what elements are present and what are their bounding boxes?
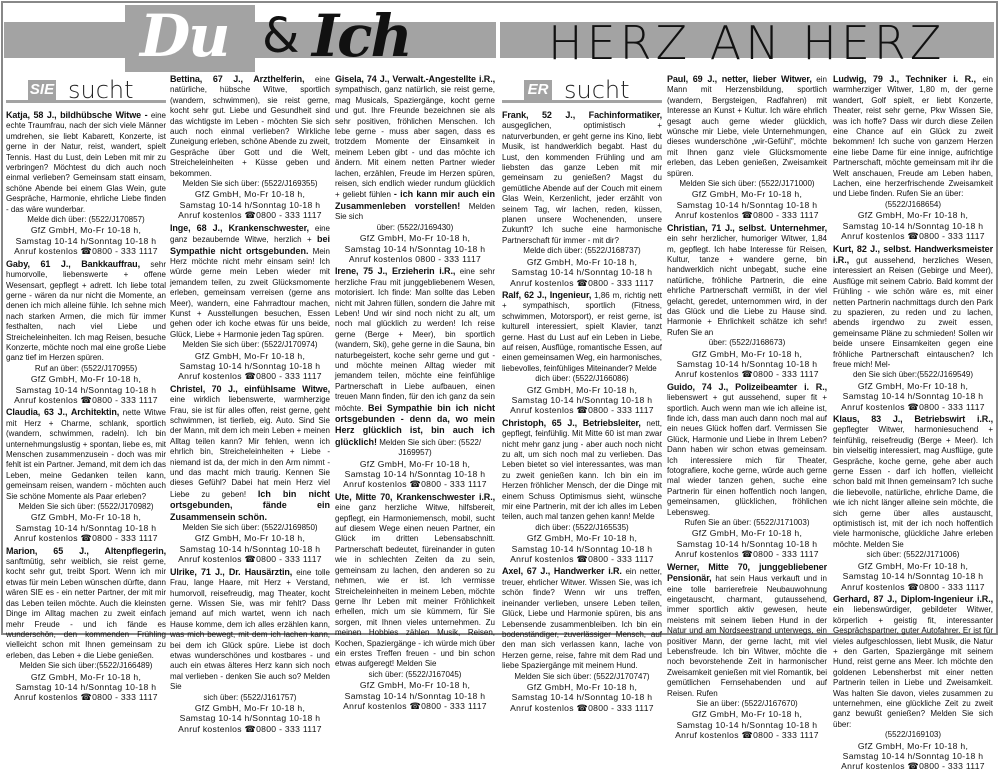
phone-icon: ☎ xyxy=(244,554,257,565)
classified-ad xyxy=(335,74,495,264)
contact-anruf: Anruf kostenlos xyxy=(14,533,78,544)
contact-phone-number: 0800 - 333 1117 xyxy=(92,246,158,257)
ad-column xyxy=(502,70,662,715)
ad-title: Frank, 52 J., Fachinformatiker, xyxy=(502,110,662,120)
classified-ad xyxy=(502,566,662,713)
classified-ad xyxy=(6,546,166,703)
contact-line-1: GfZ GmbH, Mo-Fr 10-18 h, xyxy=(857,210,969,221)
ad-reference-code: Melde dich über: (5522/J168737) xyxy=(523,246,641,256)
ad-title: Christian, 71 J., selbst. Unternehmer, xyxy=(667,222,827,233)
contact-line-1: GfZ GmbH, Mo-Fr 10-18 h, xyxy=(30,225,142,236)
contact-phone-line xyxy=(833,231,993,241)
ad-text: eine tolle Frau, lange Haare, mit Herz + Verstand, humorvoll, reisefreudig, mag Theater, kocht gerne. Wissen Sie, was mir fehlt? Dass jemand auf mich wartet, wenn ich nach Hause komme, dem ich alles erzählen kann, was mich bewegt, mit dem ich lachen kann, bei dem ich Glück spüre. Liebe ist doch etwas wunderschönes und kostbares - und auch ein etwas älteres Herz kann sich noch mal verlieben - denken Sie auch so? Melden Sie xyxy=(170,567,330,692)
section-label-word: sucht xyxy=(68,76,134,104)
contact-line-1: GfZ GmbH, Mo-Fr 10-18 h, xyxy=(359,458,471,469)
contact-phone-number: 0800 - 333 1117 xyxy=(919,581,985,592)
contact-anruf: Anruf kostenlos xyxy=(178,554,242,565)
contact-line-2: Samstag 10-14 h/Sonntag 10-18 h xyxy=(842,391,984,402)
contact-line-1: GfZ GmbH, Mo-Fr 10-18 h, xyxy=(30,374,142,385)
contact-phone-line xyxy=(335,254,495,264)
contact-anruf: Anruf kostenlos xyxy=(675,369,739,380)
contact-phone-line xyxy=(502,554,662,564)
contact-phone-number: 0800 - 333 1117 xyxy=(919,761,985,772)
contact-anruf: Anruf kostenlos xyxy=(675,549,739,560)
ad-text: eine natürliche, hübsche Witwe, sportlich (wandern, schwimmen), sie reist gerne, kocht sehr gut. Liebe und Gesundheit sind das wichtigste im Leben - möchten Sie sich auch noch einmal verlieben? Wirkliche Zuneigung erleben, schöne Abende zu zweit, Gespräche über Gott und die Welt, Streicheleinheiten + Küsse geben und bekommen. xyxy=(170,75,330,178)
ad-reference-code: Melden Sie sich über: (5522/J170982) xyxy=(18,502,154,512)
contact-phone-line xyxy=(170,371,330,381)
contact-phone-number: 0800 - 333 1117 xyxy=(588,554,654,565)
contact-line-1: GfZ GmbH, Mo-Fr 10-18 h, xyxy=(30,512,142,523)
ad-text: 1,86 m, richtig nett + sympathisch, sportlich (Fitness, schwimmen, Motorsport), er reist gerne, ist kulturell interessiert, spielt Klavier, tanzt gerne. Hast du Lust auf ein Leben in Liebe, auf reisen, Ausflüge, romantische Essen, auf einen gemeinsamen Weg, ein harmonisches, liebevolles, feinfühliges Miteinander? Melde xyxy=(502,290,663,373)
ad-reference-code: Melden Sie sich über: (5522/J169355) xyxy=(182,179,318,189)
ad-reference-code: sich über: (5522/J171006) xyxy=(866,550,960,560)
contact-anruf: Anruf kostenlos xyxy=(675,210,739,221)
contact-phone-line xyxy=(335,701,495,711)
contact-line-2: Samstag 10-14 h/Sonntag 10-18 h xyxy=(511,543,653,554)
contact-phone-number: 0800 - 333 1117 xyxy=(256,723,322,734)
ad-reference-code: J169957) xyxy=(398,448,432,458)
ad-title: Katja, 58 J., bildhübsche Witwe - xyxy=(6,110,148,120)
contact-line-2: Samstag 10-14 h/Sonntag 10-18 h xyxy=(15,235,157,246)
phone-icon: ☎ xyxy=(907,761,920,772)
ad-reference-code: Melden Sie sich über:(5522/J166489) xyxy=(19,661,153,671)
ad-text: eine echte Traumfrau, nach der sich viele Männer umdrehen, sie liebt Kabarett, Konzerte, ist gerne in der Natur, reist, wandert, spielt Tennis. Hast du Lust, dein Leben mit mir zu verbringen? Möchtest du dich auch noch einmal verlieben? Gemeinsam statt einsam, schöne Abende bei einem Glas Wein, gute Gespräche, Harmonie, ehrliche Liebe finden - das wäre wunderbar. xyxy=(6,111,166,214)
logo-ich: Ich xyxy=(312,2,411,70)
classified-ad xyxy=(170,223,330,382)
ad-column xyxy=(170,74,330,736)
ad-reference-code: dich über: (5522/J166086) xyxy=(535,374,629,384)
classified-ad xyxy=(667,223,827,380)
contact-line-1: GfZ GmbH, Mo-Fr 10-18 h, xyxy=(691,189,803,200)
contact-anruf: Anruf kostenlos xyxy=(841,401,905,412)
classified-ad xyxy=(833,74,993,242)
ad-text: sympathisch, ganz natürlich, sie reist gerne, mag Musicals, Spaziergänge, kocht gerne und gut. Ihre Freunde bezeichnen sie als sehr positiven, fröhlichen Menschen. Ich lebe gerne - muss aber sagen, dass es trotzdem Momente der Einsamkeit in meinem Leben gibt - und das möchte ich ändern. Mit einem netten Partner wieder lachen, erzählen, Freude im Herzen spüren, reisen, sich endlich wieder rundum glücklich + geliebt fühlen xyxy=(335,85,495,200)
phone-icon: ☎ xyxy=(741,369,754,380)
contact-line-1: GfZ GmbH, Mo-Fr 10-18 h, xyxy=(194,702,306,713)
classified-ad xyxy=(667,562,827,741)
contact-phone-number: 0800 - 333 1117 xyxy=(919,401,985,412)
contact-phone-number: 0800 - 333 1117 xyxy=(753,730,819,741)
contact-anruf: Anruf kostenlos xyxy=(510,702,574,713)
contact-anruf: Anruf kostenlos xyxy=(841,581,905,592)
ad-reference-code: Melde dich über: (5522/J170857) xyxy=(27,215,145,225)
contact-anruf: Anruf kostenlos xyxy=(841,761,905,772)
phone-icon: ☎ xyxy=(576,554,589,565)
ad-reference-code: (5522/J168654) xyxy=(884,199,942,209)
classified-ad xyxy=(335,266,495,490)
section-label-box: SIE xyxy=(29,81,55,98)
contact-line-1: GfZ GmbH, Mo-Fr 10-18 h, xyxy=(194,350,306,361)
contact-line-1: GfZ GmbH, Mo-Fr 10-18 h, xyxy=(526,384,638,395)
classified-ad xyxy=(502,290,662,416)
ad-text: eine sehr herzliche Frau mit junggebliebenem Wesen, motorisiert. Ich finde: Man sollte das Leben nicht mit Jahren füllen, sondern die Jahre mit Leben! Und wir sind noch nicht zu alt, um noch mal glücklich zu werden! Ich reise gerne (Berge + Meer), bin sportlich (wandern, Ski), gehe gerne in die Sauna, bin naturbegeistert, koche sehr gerne und gut - und möchte meinen Alltag wieder mit jemandem teilen, möchte eine feinfühlige Partnerschaft in Liebe aufbauen, einen treuen Mann finden, für den ich ganz da sein möchte. xyxy=(335,267,495,413)
ad-title: Claudia, 63 J., Architektin, xyxy=(6,407,120,418)
section-label-box: ER xyxy=(524,80,552,100)
contact-phone-number: 0800 - 333 1117 xyxy=(256,371,322,382)
contact-phone-line xyxy=(170,210,330,220)
ad-text: ein warmherziger Witwer, 1,80 m, der gerne wandert, Golf spielt, er liebt Konzerte, Theater, reist sehr gerne, Pkw Wissen Sie, was ich hoffe? Dass wir durch diese Zeilen eine Chance auf ein Glück zu zweit bekommen! Ich suche von ganzem Herzen eine liebe Dame für eine innige, aufrichtige Partnerschaft, möchte gemeinsam mit ihr die Welt anschauen, Freude am Leben haben, Lachen, eine herzerfrischende Zweisamkeit und Liebe finden. Rufen Sie an über: xyxy=(833,75,993,199)
contact-line-2: Samstag 10-14 h/Sonntag 10-18 h xyxy=(676,719,818,730)
phone-icon: ☎ xyxy=(741,210,754,221)
ad-text: ein sehr herzlicher, humoriger Witwer, 1,84 m, gepflegt. Ich habe Interesse für Reisen, Kultur, tanze + wandere gerne, bin handwerklich nicht unbegabt, suche eine natürliche, fröhliche Partnerin, die eine ehrliche Partnerschaft vermißt, in der viel gelacht, geredet, unternommen wird, in der das Glück und die Liebe zu Hause sind. Harmonie + Ehrlichkeit schätze ich sehr! Rufen Sie an xyxy=(667,234,827,337)
ad-text: gut aussehend, herzliches Wesen, interessiert an Reisen (Gebirge und Meer), Ausflüge mit seinem Cabrio. Bald kommt der Frühling - wie schön wäre es, mit einer netten Partnerin nachmittags durch den Park zu spazieren, zu reden und zu lachen, abends irgendwo zu zweit essen, gemeinsame Pläne zu schmieden! Sollen wir beide unsere Einsamkeiten gegen eine fröhliche Partnerschaft eintauschen? Ich freue mich! Mel- xyxy=(833,255,993,369)
contact-phone-line xyxy=(667,210,827,220)
contact-line-1: GfZ GmbH, Mo-Fr 10-18 h, xyxy=(857,560,969,571)
ad-column xyxy=(833,74,993,774)
ad-reference-code: über: (5522/J169430) xyxy=(376,222,454,232)
classified-ad xyxy=(502,110,662,288)
ad-text: eine wirklich liebenswerte, warmherzige Frau, sie ist für alles offen, reist gerne, geht schwimmen, ist tierlieb, eig. Auto. Sind Sie der Mann, mit dem ich mein Leben + meinen Alltag teilen kann? Mir fehlen, wenn ich ehrlich bin, Streicheleinheiten + Liebe - niemand ist da, der mich in den Arm nimmt - und das macht mich traurig. Kennen Sie dieses Gefühl? Dabei hat mein Herz viel Liebe zu geben! xyxy=(170,395,330,499)
contact-line-2: Samstag 10-14 h/Sonntag 10-18 h xyxy=(344,243,486,254)
contact-line-2: Samstag 10-14 h/Sonntag 10-18 h xyxy=(511,692,653,703)
phone-icon: ☎ xyxy=(244,210,257,221)
section-heading-er xyxy=(502,76,662,110)
contact-anruf: Anruf kostenlos xyxy=(343,700,407,711)
phone-icon: ☎ xyxy=(80,394,93,405)
contact-line-2: Samstag 10-14 h/Sonntag 10-18 h xyxy=(842,751,984,761)
phone-icon: ☎ xyxy=(576,702,589,713)
ad-title: Kurt, 82 J., selbst. Handwerksmeister i.R., xyxy=(833,243,993,265)
ad-reference-code: Melden Sie sich über: (5522/J170974) xyxy=(182,340,318,350)
ad-title: Ute, Mitte 70, Krankenschwester i.R., xyxy=(335,491,495,502)
contact-line-2: Samstag 10-14 h/Sonntag 10-18 h xyxy=(676,538,818,549)
ad-column xyxy=(667,74,827,743)
ad-reference-code: sich über: (5522/J161757) xyxy=(203,692,297,702)
ad-title: Werner, Mitte 70, junggebliebener Pensionär, xyxy=(667,561,827,584)
contact-phone-line xyxy=(6,246,166,256)
contact-phone-number: 0800 - 333 1117 xyxy=(753,369,819,380)
ad-text-continued: Melden Sie sich xyxy=(335,201,495,222)
contact-phone-line xyxy=(502,703,662,713)
contact-phone-line xyxy=(833,582,993,592)
ad-text: liebenswert + gut aussehend, super fit + sportlich. Auch wenn man wie ich alleine ist, finde ich, dass man auch dann noch mal auf ein neues Glück hoffen darf. Vermissen Sie Glück, Harmonie und Liebe in Ihrem Leben? Dann haben wir schon etwas gemeinsam. Ich interessiere mich für Theater, fotografiere, koche gerne, würde auch gerne mal wieder tanzen gehen, suche eine Partnerin für einen hoffentlich noch langen, gemeinsamen, glücklichen, fröhlichen Lebensweg. xyxy=(667,393,827,517)
contact-phone-line xyxy=(170,724,330,734)
contact-line-1: GfZ GmbH, Mo-Fr 10-18 h, xyxy=(526,681,638,692)
contact-phone-line xyxy=(6,533,166,543)
phone-icon: ☎ xyxy=(80,533,93,544)
contact-phone-line xyxy=(6,692,166,702)
contact-line-2: Samstag 10-14 h/Sonntag 10-18 h xyxy=(676,358,818,369)
ad-highlight: - ich kann mir auch ein Zusammenleben vorstellen! xyxy=(335,189,495,211)
ad-title: Gerhard, 87 J., Diplom-Ingenieur i.R., xyxy=(833,593,993,604)
ad-column xyxy=(335,74,495,713)
contact-line-1: GfZ GmbH, Mo-Fr 10-18 h, xyxy=(691,528,803,539)
contact-line-1: GfZ GmbH, Mo-Fr 10-18 h, xyxy=(194,533,306,544)
ad-reference-code: dich über: (5522/J165535) xyxy=(535,522,629,532)
ad-reference-code: über: (5522/J168673) xyxy=(708,338,786,348)
contact-anruf: Anruf kostenlos xyxy=(178,210,242,221)
contact-phone-number: 0800 - 333 1117 xyxy=(588,277,654,288)
contact-anruf: Anruf kostenlos xyxy=(343,479,407,490)
logo-ampersand: & xyxy=(262,8,300,64)
ad-text: hat sein Haus verkauft und in eine tolle barrierefreie Neubauwohnung eingetauscht, charmant, gutaussehend, immer sportlich aktiv gewesen, heute meistens mit seinem lieben Hund in der Natur und am Nordseestrand unterwegs, ein positiver Mann, der gerne lacht, mit viel Lebensfreude. Ich bin Witwer, möchte die noch bevorstehende Zeit in harmonischer Zweisamkeit genießen mit viel Romantik, bei gemütlichen Fernsehabenden und auf Reisen. Rufen xyxy=(667,574,827,698)
contact-phone-line xyxy=(667,549,827,559)
contact-line-2: Samstag 10-14 h/Sonntag 10-18 h xyxy=(15,384,157,395)
phone-icon: ☎ xyxy=(409,479,422,490)
ad-text: ein liebenswürdiger, gebildeter Witwer, körperlich + geistig fit, interessanter Gesprächspartner, guter Autofahrer. Er ist für vieles aufgeschlossen, liebt Musik, die Natur + den Garten, Spaziergänge mit seinem Hund, reist gerne ans Meer. Ich möchte den goldenen Lebensherbst mit einer netten Partnerin teilen in Liebe und Zweisamkeit. Was halten Sie davon, vieles zusammen zu unternehmen, eine glückliche Zeit zu zweit ganz bewußt genießen? Melden Sie sich über: xyxy=(833,605,993,729)
contact-line-1: GfZ GmbH, Mo-Fr 10-18 h, xyxy=(691,348,803,359)
ad-reference-code: Rufen Sie an über: (5522/J171003) xyxy=(684,518,810,528)
contact-line-1: GfZ GmbH, Mo-Fr 10-18 h, xyxy=(194,189,306,200)
contact-line-2: Samstag 10-14 h/Sonntag 10-18 h xyxy=(15,522,157,533)
contact-phone-number: 0800 - 333 1117 xyxy=(919,231,985,242)
ad-title: Ralf, 62 J., Ingenieur, xyxy=(502,289,592,300)
ad-title: Gaby, 61 J., Bankkauffrau, xyxy=(6,258,140,269)
ad-title: Paul, 69 J., netter, lieber Witwer, xyxy=(667,74,812,84)
contact-phone-number: 0800 - 333 1117 xyxy=(256,554,322,565)
ad-text: eine ganz herzliche Witwe, hilfsbereit, gepflegt, ein Harmoniemensch, mobil, sucht auf diesem Wege einen neuen Partner, ein Glück im dritten Lebensabschnitt. Partnerschaft bedeutet, füreinander in guten wie in schlechten Zeiten da zu sein, gemeinsam zu lachen, den anderen so zu nehmen, wie er ist. Ich vermisse Streicheleinheiten in meinem Leben, möchte gerne Ihr Leben mit meiner Fröhlichkeit erhellen, mich um sie kümmern, für Sie sorgen, mit Ihnen vieles unternehmen. Zu meinen Hobbies zählen Musik, Reisen, Kochen, Spaziergänge - ich würde mich über ein erstes Treffen freuen - und bin schon etwas aufgeregt! Melden Sie xyxy=(335,503,495,669)
ad-title: Guido, 74 J., Polizeibeamter i. R., xyxy=(667,381,827,392)
ad-reference-code: (5522/J169103) xyxy=(884,730,942,740)
ad-highlight: Ich bin nicht ortsgebunden, fände ein Zusammensein schön. xyxy=(170,488,330,522)
contact-line-1: GfZ GmbH, Mo-Fr 10-18 h, xyxy=(857,740,969,751)
contact-line-1: GfZ GmbH, Mo-Fr 10-18 h, xyxy=(30,671,142,682)
ad-text-continued: Mein Herz möchte nicht mehr einsam sein! Ich würde gerne mein Leben wieder mit jemandem teilen, zu zweit Glücksmomente erleben, gemeinsam verreisen (gerne ans Meer), wandern, eine Fahrradtour machen, Kunst + Ausstellungen besuchen, Essen gehen oder ich koche etwas für uns beide, Glück, Liebe + Harmonie jeden Tag spüren. xyxy=(170,246,331,339)
ad-title: Axel, 67 J., Handwerker i.R. xyxy=(502,566,622,577)
ad-title: Marion, 65 J., Altenpflegerin, xyxy=(6,545,166,556)
ad-highlight: Bei Sympathie bin ich nicht ortsgebunden - denn da, wo mein Herz glücklich ist, bin auch ich glücklich! xyxy=(335,402,495,447)
page-title: HERZ AN HERZ xyxy=(548,16,946,70)
ad-title: Ulrike, 71 J., Dr. Hausärztin, xyxy=(170,566,293,577)
contact-anruf: Anruf kostenlos xyxy=(14,394,78,405)
ad-title: Gisela, 74 J., Verwalt.-Angestellte i.R., xyxy=(335,74,495,84)
contact-phone-line xyxy=(502,278,662,288)
ad-title: Bettina, 67 J., Arzthelferin, xyxy=(170,74,305,84)
contact-phone-number: 0800 - 333 1117 xyxy=(256,210,322,221)
ad-text: eine ganz bezaubernde Witwe, herzlich + xyxy=(170,223,330,245)
contact-line-2: Samstag 10-14 h/Sonntag 10-18 h xyxy=(511,394,653,405)
contact-anruf: Anruf kostenlos xyxy=(510,405,574,416)
phone-icon: ☎ xyxy=(244,371,257,382)
contact-line-2: Samstag 10-14 h/Sonntag 10-18 h xyxy=(344,690,486,701)
contact-line-2: Samstag 10-14 h/Sonntag 10-18 h xyxy=(179,199,321,210)
phone-icon: ☎ xyxy=(409,700,422,711)
ad-title: Christel, 70 J., einfühlsame Witwe, xyxy=(170,383,330,394)
ad-title: Irene, 75 J., Erzieherin i.R., xyxy=(335,266,456,277)
ad-highlight: bei Sympathie nicht ortsgebunden. xyxy=(170,234,330,256)
contact-phone-number: 0800 - 333 1117 xyxy=(753,210,819,221)
ad-title: Klaus, 83 J., Betriebswirt i.R., xyxy=(833,414,993,424)
contact-anruf: Anruf kostenlos xyxy=(510,277,574,288)
ad-text: nett, gepflegt, feinfühlig. Mit Mitte 60 ist man zwar nicht mehr ganz jung - aber auch noch nicht zu alt, um sich noch mal zu verlieben. Das Leben bietet so viel interessantes, was man zu zweit genießen kann. Ich bin ein im Herzen fröhlicher Mensch, der die Dinge mit einem Schuss Optimismus sieht, wünsche mir eine Partnerin, mit der ich alles im Leben teilen, auch mal tanzen gehen kann! Melde xyxy=(502,418,662,522)
contact-line-2: Samstag 10-14 h/Sonntag 10-18 h xyxy=(511,267,653,278)
ad-reference-code: Melden Sie sich über: (5522/J169850) xyxy=(182,523,318,533)
contact-phone-number: 0800 - 333 1117 xyxy=(92,394,158,405)
classified-ad xyxy=(170,384,330,565)
contact-phone-line xyxy=(833,761,993,771)
contact-anruf: Anruf kostenlos xyxy=(510,554,574,565)
contact-anruf: Anruf kostenlos xyxy=(841,231,905,242)
contact-phone-line xyxy=(6,395,166,405)
contact-phone-line xyxy=(667,369,827,379)
contact-phone-number: 0800 - 333 1117 xyxy=(421,700,487,711)
phone-icon: ☎ xyxy=(907,581,920,592)
contact-anruf: Anruf kostenlos xyxy=(178,371,242,382)
contact-phone-line xyxy=(667,730,827,740)
ad-reference-code: Sie an über: (5522/J167670) xyxy=(696,698,798,708)
ad-reference-code: Ruf an über: (5522/J170955) xyxy=(34,363,138,373)
classified-ad xyxy=(335,492,495,712)
ad-text: ausgeglichen, optimistisch + naturverbunden, er geht gerne ins Kino, liebt Musik, ist handwerklich begabt. Hast du Lust, den kommenden Frühling und am liebsten das ganze Leben mit mir gemeinsam zu genießen? Magst du gemütliche Abende auf der Couch mit einem Glas Wein, Kerzenlicht, jeder erzählt von seinem Tag, wir lachen, reden, küssen, planen unsere Wochenenden, unsere Zukunft? Ich suche eine harmonische Partnerschaft für immer - mit dir? xyxy=(502,121,662,245)
contact-phone-line xyxy=(170,554,330,564)
ad-column xyxy=(6,70,166,705)
phone-icon: ☎ xyxy=(907,231,920,242)
contact-line-1: GfZ GmbH, Mo-Fr 10-18 h, xyxy=(857,380,969,391)
phone-icon: ☎ xyxy=(576,405,589,416)
phone-icon: ☎ xyxy=(907,401,920,412)
contact-phone-number: 0800 - 333 1117 xyxy=(753,549,819,560)
section-heading-sie xyxy=(6,76,166,110)
contact-phone-number: 0800 - 333 1117 xyxy=(421,479,487,490)
ad-text: sehr humorvolle, liebenswerte + offene Wesensart, gepflegt + adrett. Ich liebe total gerne - wären da nur nicht die Momente, an denen ich mich alleine fühle. Ich sehne mich nach starken Armen, die mich für immer festhalten, nach viel Liebe und Streicheleinheiten. Ich mag Reisen, besuche Konzerte, möchte noch mal eine große Liebe ganz tief im Herzen spüren. xyxy=(6,259,166,363)
contact-phone-line xyxy=(833,402,993,412)
contact-phone-line xyxy=(335,479,495,489)
ad-reference-code: Melden Sie sich über: (5522/J170747) xyxy=(514,671,650,681)
contact-line-2: Samstag 10-14 h/Sonntag 10-18 h xyxy=(344,469,486,480)
classified-ad xyxy=(6,259,166,406)
classified-ad xyxy=(502,418,662,565)
contact-anruf: Anruf kostenlos xyxy=(675,730,739,741)
classified-ad xyxy=(6,407,166,543)
contact-line-1: GfZ GmbH, Mo-Fr 10-18 h, xyxy=(526,256,638,267)
classified-ad xyxy=(833,244,993,413)
phone-icon: ☎ xyxy=(80,692,93,703)
classified-ad xyxy=(170,567,330,735)
ad-text: ein netter, treuer, ehrlicher Witwer. Wissen Sie, was ich schön finde? Wenn wir uns treffen, ineinander verlieben, unsere Leben teilen, Glück, Liebe und Harmonie spüren, bis ans Lebensende zusammenbleiben. Ich bin ein bodenständiger, zuverlässiger Mensch, auf den man sich verlassen kann, lache von Herzen gerne, reise, fahre mit dem Rad und liebe Spaziergänge mit meinem Hund. xyxy=(502,567,662,671)
ad-title: Ludwig, 79 J., Techniker i. R., xyxy=(833,74,976,84)
contact-line-2: Samstag 10-14 h/Sonntag 10-18 h xyxy=(179,713,321,724)
contact-phone-number: 0800 - 333 1117 xyxy=(92,692,158,703)
classified-ad xyxy=(667,74,827,221)
phone-icon: ☎ xyxy=(576,277,589,288)
classified-ad xyxy=(667,382,827,560)
contact-line-1: GfZ GmbH, Mo-Fr 10-18 h, xyxy=(526,533,638,544)
contact-anruf: Anruf kostenlos xyxy=(348,253,413,264)
ad-text: ein Mann mit Herzensbildung, sportlich (wandern, Bergsteigen, Radfahren) mit Interesse an Kunst + Kultur. Ich wäre ehrlich gesagt auch gerne wieder glücklich, wünsche mir Liebe, viele Unternehmungen, dieses wunderschöne „wir-Gefühl", möchte mit Ihnen ganz viele Glücksmomente erleben, das Leben genießen, Zweisamkeit spüren. xyxy=(667,75,827,178)
classified-ad xyxy=(170,74,330,221)
contact-phone-number: 0800 - 333 1117 xyxy=(588,702,654,713)
contact-line-2: Samstag 10-14 h/Sonntag 10-18 h xyxy=(842,571,984,582)
phone-icon: ☎ xyxy=(80,246,93,257)
contact-line-2: Samstag 10-14 h/Sonntag 10-18 h xyxy=(842,220,984,231)
phone-icon: ☎ xyxy=(741,549,754,560)
ad-text: nette Witwe mit Herz + Charme, schlank, sportlich (wandern, schwimmen, radeln). Ich bin unternehmungslustig + spontan, liebe es, mit Menschen zusammenzusein - doch was mir fehlt ist ein Partner. Jemand, mit dem ich das Leben, meine Gedanken teilen kann, gemeinsam reisen, wandern - möchten auch Sie schöne Momente als Paar erleben? xyxy=(6,408,167,501)
contact-anruf: Anruf kostenlos xyxy=(14,246,78,257)
contact-line-1: GfZ GmbH, Mo-Fr 10-18 h, xyxy=(359,680,471,691)
ad-reference-code: den Sie sich über:(5522/J169549) xyxy=(852,370,974,380)
ad-reference-code: Melden Sie sich über: (5522/J171000) xyxy=(679,179,815,189)
contact-phone-line xyxy=(502,405,662,415)
contact-anruf: Anruf kostenlos xyxy=(14,692,78,703)
ad-text: gepflegter Witwer, harmoniesuchend + feinfühlig, reisefreudig (Berge + Meer). Ich bin vielseitig interessiert, mag Ausflüge, gute Gespräche, koche gerne, gehe aber auch gerne Essen - darf ich hoffen, vielleicht schon bald mit Ihnen gemeinsam? Ich suche die liebevolle, natürliche, ehrliche Dame, die wie ich nicht länger alleine sein möchte, die sich gerne über alles austauscht, optimistisch ist, mit der ich noch hoffentlich viele harmonische, glückliche Jahre erleben möchte. Melden Sie xyxy=(833,425,993,549)
contact-line-1: GfZ GmbH, Mo-Fr 10-18 h, xyxy=(691,709,803,720)
ad-text: sanftmütig, sehr weiblich, sie reist gerne, kocht sehr gut, treibt Sport. Wenn ich mir etwas für mein Leben wünschen dürfte, dann wären SIE es - ein netter Partner, der mit mir das Leben teilen möchte. Auch die kleinsten Dinge im Alltag machen zu zweit einfach mehr Freude - und ich fände es wunderschön, den kommenden Frühling vielleicht schon mit Ihnen gemeinsam zu erleben, das Leben + die Liebe genießen. xyxy=(6,557,166,660)
contact-line-2: Samstag 10-14 h/Sonntag 10-18 h xyxy=(179,360,321,371)
phone-icon: ☎ xyxy=(244,723,257,734)
ad-title: Christoph, 65 J., Betriebsleiter, xyxy=(502,417,641,428)
contact-line-1: GfZ GmbH, Mo-Fr 10-18 h, xyxy=(359,233,471,244)
ad-reference-code: sich über: (5522/J167045) xyxy=(368,669,462,679)
contact-phone-number: 0800 - 333 1117 xyxy=(415,253,482,264)
phone-icon: ☎ xyxy=(741,730,754,741)
classified-ad xyxy=(833,414,993,592)
classified-ad xyxy=(833,594,993,772)
section-label-word: sucht xyxy=(564,76,630,104)
ad-text-continued: Melden Sie sich über: (5522/ xyxy=(377,437,482,447)
contact-phone-number: 0800 - 333 1117 xyxy=(92,533,158,544)
contact-line-2: Samstag 10-14 h/Sonntag 10-18 h xyxy=(179,543,321,554)
contact-line-2: Samstag 10-14 h/Sonntag 10-18 h xyxy=(676,199,818,210)
logo-du: Du xyxy=(140,2,229,70)
classified-ad xyxy=(6,110,166,257)
contact-phone-number: 0800 - 333 1117 xyxy=(588,405,654,416)
ad-title: Inge, 68 J., Krankenschwester, xyxy=(170,222,309,233)
contact-line-2: Samstag 10-14 h/Sonntag 10-18 h xyxy=(15,681,157,692)
contact-anruf: Anruf kostenlos xyxy=(178,723,242,734)
